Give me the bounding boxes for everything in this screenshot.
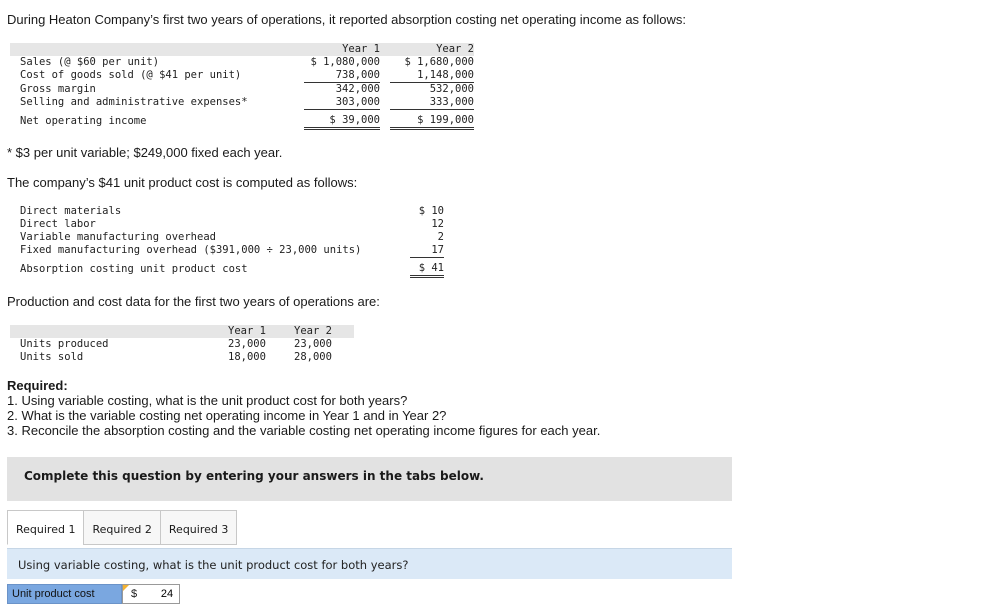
- row-label: Selling and administrative expenses*: [20, 96, 248, 109]
- production-intro-text: Production and cost data for the first two years of operations are:: [7, 294, 380, 309]
- intro-text: During Heaton Company’s first two years of operations, it reported absorption costing net operating income as follows:: [7, 12, 687, 27]
- row-value: 2: [437, 231, 444, 243]
- row-value-year-2: 1,148,000: [390, 69, 474, 83]
- row-label: Net operating income: [20, 114, 147, 127]
- row-value-year-2: $ 199,000: [390, 110, 474, 129]
- row-value: $ 10: [418, 205, 444, 217]
- production-table: [10, 325, 354, 364]
- row-value-year-1: $ 1,080,000: [310, 56, 380, 68]
- row-value-year-2: 333,000: [390, 96, 474, 110]
- cost-intro-text: The company’s $41 unit product cost is computed as follows:: [7, 175, 358, 190]
- unit-product-cost-label: Unit product cost: [7, 584, 122, 604]
- question-text: Using variable costing, what is the unit product cost for both years?: [7, 548, 732, 579]
- table-row: [10, 69, 474, 83]
- row-label: Units sold: [20, 351, 84, 363]
- table-row: [10, 258, 444, 277]
- required-heading: Required:: [7, 378, 68, 393]
- table-row: [10, 96, 474, 110]
- tab-bar: [7, 510, 237, 546]
- header-spacer: [10, 43, 304, 56]
- row-value: $ 41: [410, 258, 444, 277]
- header-spacer: [10, 325, 228, 338]
- tab-required-1[interactable]: Required 1: [7, 510, 83, 545]
- required-item: 3. Reconcile the absorption costing and the variable costing net operating income figures for each year.: [7, 423, 601, 438]
- row-value-year-1: $ 39,000: [304, 110, 380, 129]
- row-value-year-2: 532,000: [429, 83, 474, 95]
- row-value-year-1: 738,000: [304, 69, 380, 83]
- unit-product-cost-input[interactable]: [143, 588, 173, 600]
- income-statement-table: [10, 43, 474, 130]
- table-row: [10, 231, 444, 244]
- flag-icon: [123, 585, 129, 591]
- row-label: Absorption costing unit product cost: [20, 262, 248, 275]
- row-label: Direct labor: [20, 218, 96, 230]
- required-section: [7, 378, 600, 438]
- required-item: 2. What is the variable costing net operating income in Year 1 and in Year 2?: [7, 408, 447, 423]
- row-value: 17: [410, 244, 444, 258]
- tab-required-2[interactable]: Required 2: [83, 510, 159, 545]
- row-value-year-1: 342,000: [335, 83, 380, 95]
- row-label: Cost of goods sold (@ $41 per unit): [20, 69, 242, 82]
- answer-row: [7, 584, 180, 604]
- table-row: [10, 244, 444, 258]
- row-value-year-1: 18,000: [228, 351, 266, 363]
- required-item: 1. Using variable costing, what is the unit product cost for both years?: [7, 393, 408, 408]
- row-value-year-2: 28,000: [294, 351, 332, 363]
- table-row: [10, 351, 354, 364]
- row-value-year-2: $ 1,680,000: [404, 56, 474, 68]
- row-label: Direct materials: [20, 205, 122, 217]
- complete-instructions: Complete this question by entering your answers in the tabs below.: [7, 457, 732, 501]
- unit-product-cost-field[interactable]: [122, 584, 180, 604]
- table-row: [10, 218, 444, 231]
- tab-required-3[interactable]: Required 3: [160, 510, 237, 545]
- table-row: [10, 83, 474, 97]
- header-year-1: Year 1: [304, 43, 380, 56]
- footnote: * $3 per unit variable; $249,000 fixed each year.: [7, 145, 283, 160]
- row-value: 12: [431, 218, 444, 230]
- header-year-1: Year 1: [228, 325, 294, 338]
- table-row: [10, 338, 354, 351]
- row-label: Gross margin: [20, 82, 96, 95]
- table-row: [10, 56, 474, 69]
- row-label: Units produced: [20, 338, 109, 350]
- table-row: [10, 110, 474, 129]
- row-label: Sales (@ $60 per unit): [20, 56, 160, 68]
- currency-symbol: $: [131, 588, 138, 600]
- row-value-year-2: 23,000: [294, 338, 332, 350]
- unit-cost-table: [10, 205, 444, 278]
- row-label: Variable manufacturing overhead: [20, 231, 216, 243]
- table-row: [10, 205, 444, 218]
- row-value-year-1: 303,000: [304, 96, 380, 110]
- row-value-year-1: 23,000: [228, 338, 266, 350]
- header-gap: [380, 43, 390, 56]
- row-label: Fixed manufacturing overhead ($391,000 ÷ 23,000 units): [20, 244, 362, 257]
- header-year-2: Year 2: [390, 43, 474, 56]
- header-year-2: Year 2: [294, 325, 354, 338]
